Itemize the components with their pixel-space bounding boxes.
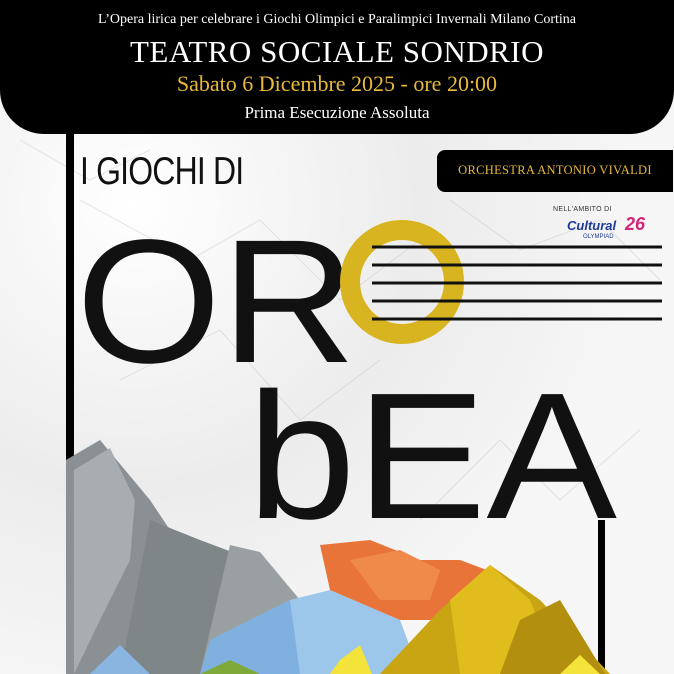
orchestra-name: ORCHESTRA ANTONIO VIVALDI <box>458 163 652 177</box>
title-bea: bEA <box>247 356 617 557</box>
title-main <box>76 204 617 557</box>
venue-title: TEATRO SOCIALE SONDRIO <box>130 34 544 69</box>
cultural-intro: NELL'AMBITO DI <box>553 206 612 213</box>
premiere-note: Prima Esecuzione Assoluta <box>244 103 430 122</box>
cultural-number: 26 <box>625 214 646 234</box>
event-date: Sabato 6 Dicembre 2025 - ore 20:00 <box>176 71 498 96</box>
cultural-sub: OLYMPIAD <box>583 234 614 240</box>
title-prefix: I GIOCHI DI <box>80 150 244 193</box>
title-or: OR <box>76 204 356 400</box>
cultural-name: Cultural <box>567 218 617 233</box>
music-staff-lines <box>372 247 662 319</box>
event-subtitle: L’Opera lirica per celebrare i Giochi Olimpici e Paralimpici Invernali Milano Cortina <box>97 12 577 27</box>
